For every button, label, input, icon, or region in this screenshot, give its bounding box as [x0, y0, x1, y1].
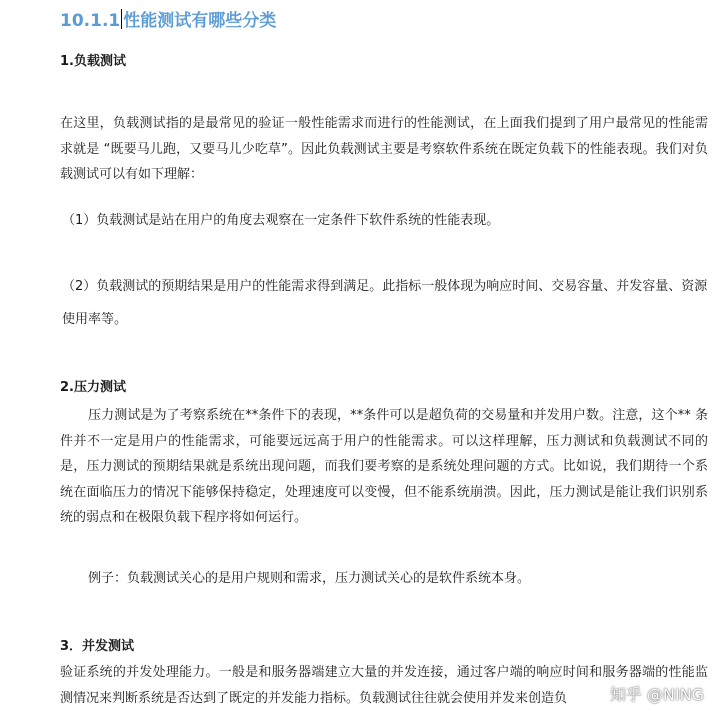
section-heading	[60, 6, 276, 31]
concurrency-test-title: 3．并发测试	[60, 639, 135, 654]
load-test-point-2: （2）负载测试的预期结果是用户的性能需求得到满足。此指标一般体现为响应时间、交易容量、并发容量、资源使用率等。	[62, 279, 708, 327]
stress-test-body: 压力测试是为了考察系统在**条件下的表现，**条件可以是超负荷的交易量和并发用户数。注意，这个** 条件并不一定是用户的性能需求，可能要远远高于用户的性能需求。可以这样理解，压力测试和负载测试不同的是，压力测试的预期结果就是系统出现问题，而我们要考察的是系统处理问题的方式。比如说，我们期待一个系统在面临压力的情况下能够保持稳定，处理速度可以变慢，但不能系统崩溃。因此，压力测试是能让我们识别系统的弱点和在极限负载下程序将如何运行。	[60, 408, 708, 525]
load-test-intro: 在这里，负载测试指的是最常见的验证一般性能需求而进行的性能测试，在上面我们提到了用户最常见的性能需求就是 “既要马儿跑，又要马儿少吃草”。因此负载测试主要是考察软件系统在既定负载下的性能表现。我们对负载测试可以有如下理解：	[60, 116, 708, 182]
stress-test-example: 例子：负载测试关心的是用户规则和需求，压力测试关心的是软件系统本身。	[88, 571, 531, 586]
zhihu-watermark: 知乎 @NING	[609, 685, 704, 704]
load-test-title: 1.负载测试	[60, 54, 126, 69]
concurrency-test-body: 验证系统的并发处理能力。一般是和服务器端建立大量的并发连接，通过客户端的响应时间和服务器端的性能监测情况来判断系统是否达到了既定的并发能力指标。负载测试往往就会使用并发来创造负	[60, 665, 708, 706]
heading-number: 10.1.1	[60, 11, 121, 31]
stress-test-title: 2.压力测试	[60, 380, 126, 395]
load-test-point-1: （1）负载测试是站在用户的角度去观察在一定条件下软件系统的性能表现。	[62, 213, 500, 228]
heading-text: 性能测试有哪些分类	[123, 11, 277, 31]
